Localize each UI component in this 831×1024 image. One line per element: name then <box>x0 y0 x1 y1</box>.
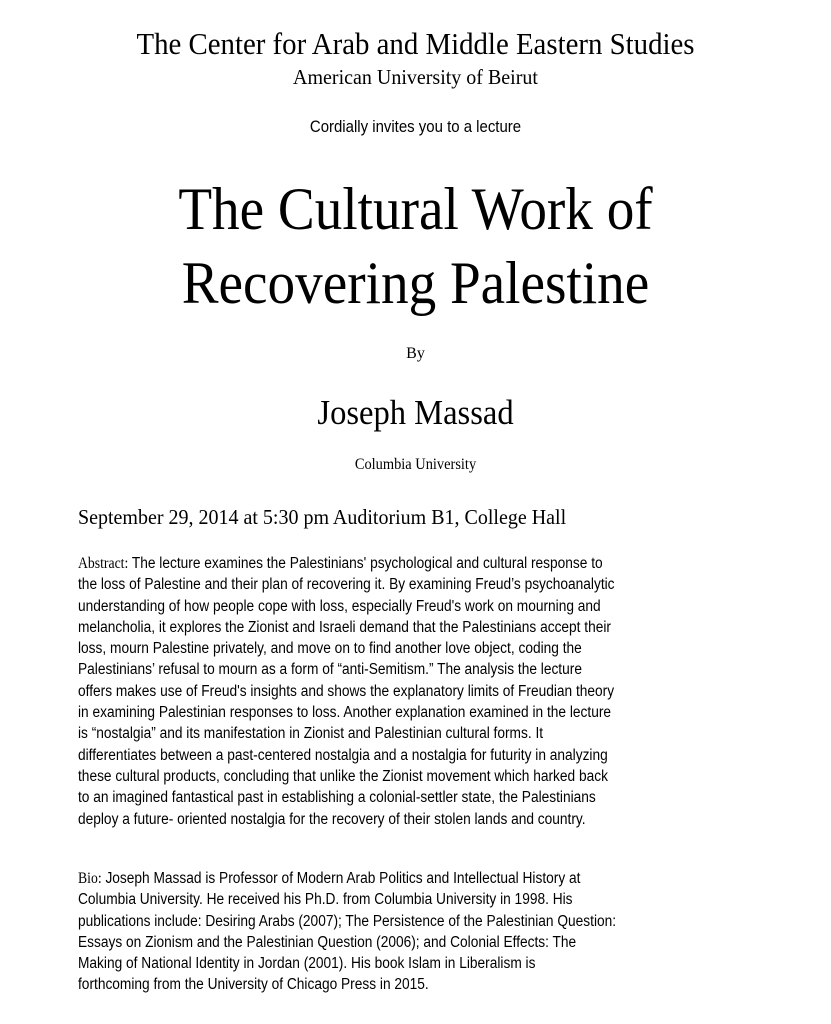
abstract-line: offers makes use of Freud's insights and shows the explanatory limits of Freudian theory <box>78 682 615 700</box>
abstract-line: loss, mourn Palestine privately, and move on to find another love object, coding the <box>78 640 582 658</box>
abstract-line: deploy a future- oriented nostalgia for the recovery of their stolen lands and country. <box>78 810 586 828</box>
speaker-affiliation: Columbia University <box>354 456 477 473</box>
abstract-line: melancholia, it explores the Zionist and Israeli demand that the Palestinians accept their <box>78 618 612 636</box>
lecture-title-line-1: The Cultural Work of <box>178 176 653 242</box>
abstract-line: Palestinians’ refusal to mourn as a form of “anti-Semitism.” The analysis the lecture <box>78 661 582 679</box>
abstract-line: the loss of Palestine and their plan of recovering it. By examining Freud’s psychoanalytic <box>78 576 615 594</box>
abstract-paragraph <box>78 553 798 830</box>
speaker-name: Joseph Massad <box>317 393 514 432</box>
bio-line: Making of National Identity in Jordan (2001). His book Islam in Liberalism is <box>78 955 536 973</box>
university-name: American University of Beirut <box>293 65 538 89</box>
abstract-line: in examining Palestinian responses to loss. Another explanation examined in the lecture <box>78 704 612 722</box>
by-label: By <box>406 345 425 362</box>
lecture-title <box>33 172 798 320</box>
abstract-line: is “nostalgia” and its manifestation in Zionist and Palestinian cultural forms. It <box>78 725 544 743</box>
bio-line: Columbia University. He received his Ph.D. from Columbia University in 1998. His <box>78 891 573 909</box>
bio-paragraph <box>78 868 798 996</box>
abstract-line: understanding of how people cope with loss, especially Freud's work on mourning and <box>78 597 601 615</box>
bio-line: forthcoming from the University of Chicago Press in 2015. <box>78 976 429 994</box>
bio-line: Bio: Joseph Massad is Professor of Modern Arab Politics and Intellectual History at <box>78 870 581 887</box>
abstract-line: differentiates between a past-centered nostalgia and a nostalgia for futurity in analyzing <box>78 746 608 764</box>
abstract-label: Abstract: <box>78 555 129 572</box>
abstract-line: Abstract: The lecture examines the Palestinians' psychological and cultural response to <box>78 555 603 572</box>
event-date-location: September 29, 2014 at 5:30 pm Auditorium B1, College Hall <box>78 505 567 529</box>
abstract-line: these cultural products, concluding that unlike the Zionist movement which harked back <box>78 767 608 785</box>
abstract-line: to an imagined fantastical past in establishing a colonial-settler state, the Palestinians <box>78 789 596 807</box>
lecture-title-line-2: Recovering Palestine <box>181 250 650 316</box>
bio-line: publications include: Desiring Arabs (2007); The Persistence of the Palestinian Question: <box>78 912 617 930</box>
invitation-text: Cordially invites you to a lecture <box>309 117 522 136</box>
organization-name: The Center for Arab and Middle Eastern Studies <box>136 26 695 61</box>
bio-line: Essays on Zionism and the Palestinian Question (2006); and Colonial Effects: The <box>78 933 577 951</box>
bio-label: Bio: <box>78 870 102 887</box>
